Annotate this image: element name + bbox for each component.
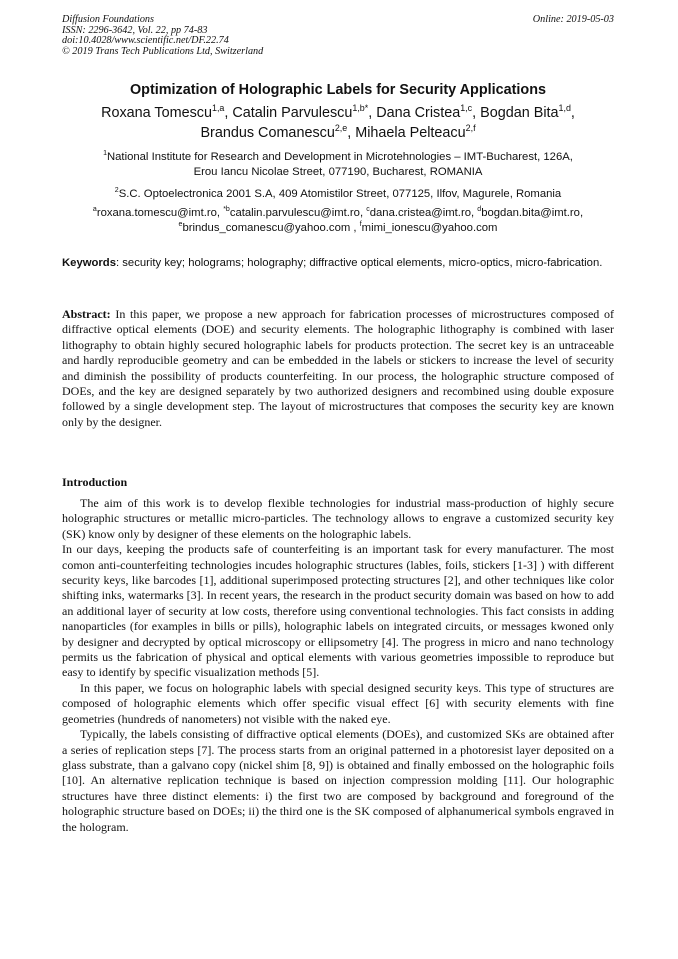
abstract-label: Abstract: bbox=[62, 307, 111, 321]
keywords-label: Keywords bbox=[62, 257, 116, 269]
author: Roxana Tomescu$^{1,a}$, bbox=[101, 103, 233, 121]
author-name: Dana Cristea bbox=[376, 105, 461, 121]
online-date: Online: 2019-05-03 bbox=[532, 14, 614, 25]
affiliation-marker: 1 bbox=[103, 150, 107, 158]
author-affiliation-marker: 1,c bbox=[460, 103, 473, 114]
author: Bogdan Bita$^{1,d}$, bbox=[480, 103, 575, 121]
author-affiliation-marker: 2,f bbox=[465, 123, 476, 134]
email-marker: f bbox=[359, 221, 362, 229]
author: Catalin Parvulescu$^{1,b*}$, bbox=[232, 103, 377, 121]
author-affiliation-marker: 2,e bbox=[334, 123, 348, 134]
email-address[interactable]: dana.cristea@imt.ro bbox=[369, 207, 471, 219]
email-marker: a bbox=[92, 206, 97, 214]
affiliation-line: National Institute for Research and Development in Microtehnologies – IMT-Bucharest, 126A, bbox=[106, 151, 573, 163]
email-address[interactable]: bogdan.bita@imt.ro bbox=[481, 207, 580, 219]
journal-doi[interactable]: doi:10.4028/www.scientific.net/DF.22.74 bbox=[62, 35, 229, 47]
paper-title: Optimization of Holographic Labels for Security Applications bbox=[129, 82, 547, 98]
journal-header bbox=[62, 15, 263, 57]
section-heading-introduction: Introduction bbox=[62, 475, 128, 489]
keywords-text: : security key; holograms; holography; diffractive optical elements, micro-optics, micro-fabrication. bbox=[116, 257, 603, 269]
email-address[interactable]: roxana.tomescu@imt.ro bbox=[96, 207, 217, 219]
author-name: Bogdan Bita bbox=[480, 105, 559, 121]
author-affiliation-marker: 1,d bbox=[558, 103, 571, 114]
keywords bbox=[62, 256, 614, 271]
introduction-body bbox=[62, 496, 614, 835]
author-affiliation-marker: 1,b* bbox=[352, 103, 369, 114]
paragraph: The aim of this work is to develop flexible technologies for industrial mass-production of highly secure holographic structures or metallic micro-particles. The technology allows to engrave a customized security key (SK) know only by designer of these elements on the holographic labels. bbox=[62, 496, 614, 541]
author-affiliation-marker: 1,a bbox=[212, 103, 225, 114]
author: Dana Cristea$^{1,c}$, bbox=[376, 103, 481, 121]
affiliation-line: Erou Iancu Nicolae Street, 077190, Bucharest, ROMANIA bbox=[193, 166, 483, 178]
affiliation-1 bbox=[62, 150, 614, 180]
author-name: Mihaela Pelteacu bbox=[355, 125, 466, 141]
email-marker: c bbox=[366, 206, 370, 214]
email-marker: d bbox=[477, 206, 482, 214]
paragraph: In this paper, we focus on holographic labels with special designed security keys. This type of structures are composed of holographic elements which offer specific visual effect [6] with security elements with fine geometries (hundreds of nanometers) not visible with the naked eye. bbox=[62, 680, 614, 726]
author-name: Catalin Parvulescu bbox=[232, 105, 353, 121]
affiliation-marker: 2 bbox=[114, 187, 119, 195]
email-address[interactable]: brindus_comanescu@yahoo.com bbox=[182, 222, 351, 234]
author-name: Roxana Tomescu bbox=[101, 105, 212, 121]
paragraph: Typically, the labels consisting of diffractive optical elements (DOEs), and customized SKs are obtained after a series of replication steps [7]. The process starts from an original patterned in a photoresist layer deposited on a glass substrate, than a galvano copy (nickel shim [8, 9]) is obtained and finally embossed on the holographic foils [10]. An alternative replication technique is based on injection compression molding [11]. Our holographic structures have three distinct elements: i) the first two are composed by background and foreground of the holographic structure based on DOEs; ii) the third one is the SK composed of alphanumerical symbols engraved in the hologram. bbox=[62, 727, 614, 834]
journal-issn: ISSN: 2296-3642, Vol. 22, pp 74-83 bbox=[62, 24, 208, 36]
abstract bbox=[62, 307, 614, 430]
author-name: Brandus Comanescu bbox=[200, 125, 335, 141]
author-list bbox=[62, 103, 614, 143]
journal-name: Diffusion Foundations bbox=[62, 14, 154, 25]
author: Brandus Comanescu$^{2,e}$, bbox=[200, 123, 356, 141]
affiliation-2 bbox=[62, 187, 614, 202]
email-address[interactable]: mimi_ionescu@yahoo.com bbox=[361, 222, 498, 234]
paragraph: In our days, keeping the products safe of counterfeiting is an important task for every manufacturer. The most comon anti-counterfeiting technologies incudes holographic structures (lables, foils, stickers [1-3] ) with different security keys, like barcodes [1], additional superimposed protecting structures [2], and other techniques like color shifting inks, watermarks [3]. In recent years, the research in the product security domain was based on how to add an additional layer of security at low costs, therefore using conventional technologies. This fact consists in adding nanoparticles (for examples in bills or pills), holographic labels on integrated circuits, or messages kwoned only by designer and decrypted by optical microscopy or ellipsometry [4]. The progress in micro and nano technology permits us the fabrication of physical and optical elements with various geometries impossible to reproduce but easy to identify by specific visualization methods [5]. bbox=[62, 542, 614, 680]
email-marker: *b bbox=[223, 206, 230, 214]
email-marker: e bbox=[178, 221, 183, 229]
author bbox=[355, 125, 475, 141]
email-list: $^a$roxana.tomescu@imt.ro, $^{*b}$catalin.parvulescu@imt.ro, $^c$dana.cristea@imt.ro, $^d$bogdan.bita@imt.ro, $^e$brindus_comanescu@yahoo.com , $^f$mimi_ionescu@yahoo.com bbox=[92, 206, 584, 234]
email-address[interactable]: catalin.parvulescu@imt.ro bbox=[229, 207, 360, 219]
affiliation-line: S.C. Optoelectronica 2001 S.A, 409 Atomistilor Street, 077125, Ilfov, Magurele, Romania bbox=[118, 188, 562, 200]
abstract-text: In this paper, we propose a new approach for fabrication processes of microstructures composed of diffractive optical elements (DOE) and security elements. The holographic lithography is combined with laser lithography to obtain highly secured holographic labels for products protection. The secret key is an untraceable and hardly reproducible geometry and can be embedded in the labels or stickers to increase the level of security and diminish the possibility of products counterfeiting. In our process, the holographic structure composed of DOEs, and the key are designed separately by two authorized designers and recombined using double exposure followed by a single development step. The layout of microstructures that composes the security key are known only by the designer. bbox=[62, 307, 614, 429]
journal-copyright: © 2019 Trans Tech Publications Ltd, Switzerland bbox=[62, 45, 264, 57]
